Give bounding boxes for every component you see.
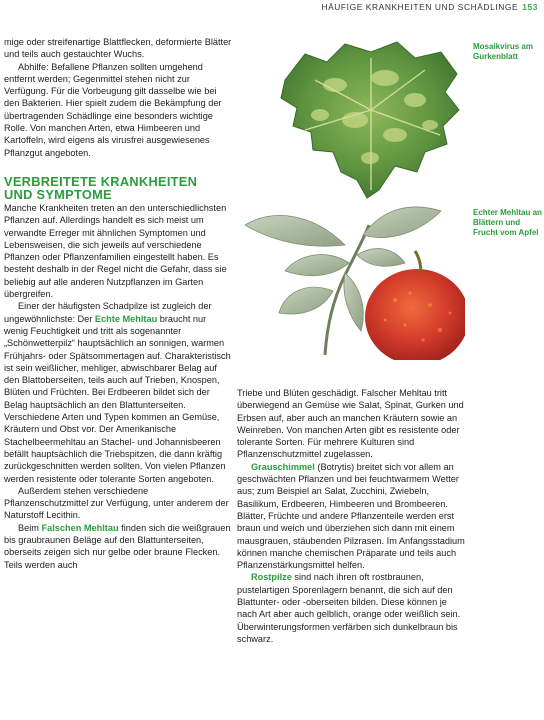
leaf-blade — [281, 42, 459, 198]
page-number: 153 — [522, 2, 538, 12]
paragraph — [237, 461, 467, 572]
paragraph — [4, 522, 232, 571]
figure-caption-mildew: Echter Mehltau an Blättern und Frucht vom Apfel — [473, 208, 542, 237]
left-column — [4, 36, 232, 571]
running-header — [0, 0, 544, 14]
running-title: HÄUFIGE KRANKHEITEN UND SCHÄDLINGE — [321, 2, 519, 12]
right-column — [237, 387, 467, 645]
keyword: Grauschimmel — [251, 461, 315, 472]
section-heading-line: VERBREITETE KRANKHEITEN — [4, 173, 198, 189]
figure-caption-mosaic: Mosaikvirus am Gurkenblatt — [473, 42, 534, 61]
paragraph: Abhilfe: Befallene Pflanzen sollten umgehend entfernt werden; Gegenmittel stehen nicht zur Verfügung. Für die Vorbeugung gilt dasselbe wie bei den Bakterien. Hier spielt zudem die Bekämpfung der übertragenden Schädlinge eine besonders wichtige Rolle. Von manchen Arten, etwa Himbeeren und Kartoffeln, wird eigens als virusfrei ausgewiesenes Pflanzgut angeboten. — [4, 61, 222, 158]
leaf — [344, 273, 363, 331]
text-run: Einer der häufigsten Schadpilze ist zugleich der ungewöhnlichste: Der — [4, 301, 212, 324]
apple-mildew-image — [245, 205, 465, 360]
paragraph: Außerdem stehen verschiedene Pflanzenschutzmittel zur Verfügung, unter anderem der Naturstoff Lecithin. — [4, 485, 229, 521]
paragraph: Triebe und Blüten geschädigt. Falscher Mehltau tritt überwiegend an Gemüse wie Salat, Spinat, Gurken und Erbsen auf, aber auch an manchen Kräutern sowie an Weinreben. Von manchen Arten gibt es resistente oder tolerante Sorten. Für mehrere Kulturen sind Pflanzenschutzmittel zugelassen. — [237, 388, 464, 460]
paragraph — [237, 571, 467, 645]
text-run: finden sich die weißgrauen bis graubraunen Beläge auf den Blattunterseiten, oberseits zeigen sich nur gelbe oder braune Flecken. Teils werden auch — [4, 522, 231, 570]
text-run: sind nach ihren oft rostbraunen, pustelartigen Sporenlagern benannt, die sich auf den Blattunter- oder -oberseiten bilden. Diese können je nach Art aber auch gelblich, orange oder weißlich sein. Überwinterungsformen verfärben sich dunkelbraun bis schwarz. — [237, 572, 461, 644]
leaf — [245, 215, 345, 246]
section-heading-line: UND SYMPTOME — [4, 186, 112, 202]
text-run: (Botrytis) breitet sich vor allem an geschwächten Pflanzen und bei feuchtwarmem Wetter aus; zum Beispiel an Salat, Zucchini, Zwiebeln, Basilikum, Erdbeeren, Himbeeren und Brombeeren. Blätter, Früchte und andere Pflanzenteile werden erst braun und weich und überziehen sich dann mit einem mausgrauen, stäubenden Pilzrasen. Im Anfangsstadium können manche chemischen Präparate und teils auch Pflanzenstärkungsmittel helfen. — [237, 461, 465, 571]
leaf — [285, 255, 349, 276]
text-run: Beim — [18, 522, 42, 533]
leaf — [363, 207, 441, 238]
cucumber-leaf-image — [275, 40, 465, 200]
paragraph — [4, 300, 232, 484]
keyword: Falschen Mehltau — [41, 522, 119, 533]
text-run: braucht nur wenig Feuchtigkeit und tritt als sogenannter „Schönwetterpilz“ hauptsächlich an sonnigen, warmen Frühjahrs- oder Spätsommertagen auf. Charakteristisch ist sein weißlicher, mehliger, abwischbarer Belag auf den Blattoberseiten, teils auch auf Trieben, Knospen, Blüten und Früchten. Bei Erdbeeren bildet sich der Belag hauptsächlich an den Blattunterseiten. Verschiedene Arten und Typen kommen an Gemüse, Kräutern und Obst vor. Der Amerikanische Stachelbeermehltau an Stachel- und Johannisbeeren befällt hauptsächlich die Triebspitzen, die dann kräftig zurückgeschnitten werden sollten. Von vielen Pflanzen werden resistente oder tolerante Sorten angeboten. — [4, 313, 231, 484]
leaf — [357, 249, 405, 267]
keyword: Rostpilze — [251, 572, 292, 583]
keyword: Echte Mehltau — [94, 313, 158, 324]
paragraph: mige oder streifenartige Blattflecken, deformierte Blätter und teils auch gestauchter Wuchs. — [4, 37, 232, 60]
section-heading — [4, 175, 232, 201]
leaf — [279, 287, 333, 314]
paragraph: Manche Krankheiten treten an den unterschiedlichsten Pflanzen auf. Allerdings handelt es sich meist um verwandte Erreger mit ähnlichen Symptomen und Lebensweisen, die sich jeweils auf verschiedene Pflanzen oder Pflanzenfamilien eingestellt haben. Es besteht deshalb in der Regel nicht die Gefahr, dass sie beliebig auf alle anderen Nutzpflanzen im Garten übergreifen. — [4, 202, 227, 300]
